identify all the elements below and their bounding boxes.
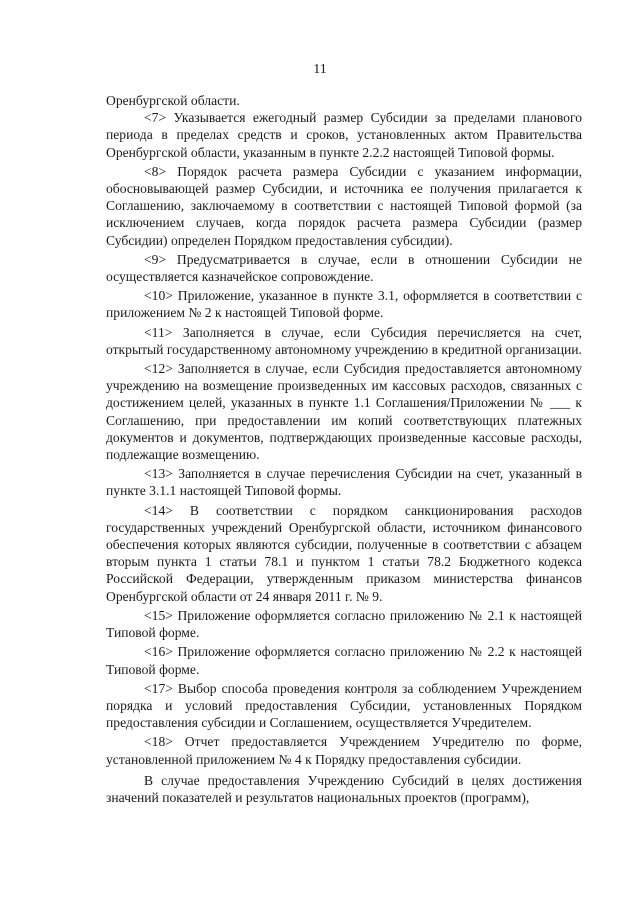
page-number: 11 <box>313 62 327 77</box>
footnote-12: <12> Заполняется в случае, если Субсидия предоставляется автономному учреждению на возмещение произведенных им кассовых расходов, связанных с достижением целей, указанных в пункте 1.1 Соглашения/Приложении № ___ к Соглашению, при предоставлении им копий соответствующих платежных документов и документов, подтверждающих произведенные кассовые расходы, подлежащие возмещению. <box>106 361 582 463</box>
footnote-17: <17> Выбор способа проведения контроля за соблюдением Учреждением порядка и условий предоставления Субсидии, установленных Порядком предоставления субсидии и Соглашением, осуществляется Учредителем. <box>106 680 582 731</box>
footnote-13: <13> Заполняется в случае перечисления Субсидии на счет, указанный в пункте 3.1.1 настоящей Типовой формы. <box>106 466 582 499</box>
paragraph-continuation: Оренбургской области. <box>106 93 240 108</box>
paragraph-final: В случае предоставления Учреждению Субсидий в целях достижения значений показателей и результатов национальных проектов (программ), <box>106 772 582 805</box>
footnote-7: <7> Указывается ежегодный размер Субсидии за пределами планового периода в пределах средств и сроков, установленных актом Правительства Оренбургской области, указанным в пункте 2.2.2 настоящей Типовой формы. <box>106 110 582 160</box>
footnote-18: <18> Отчет предоставляется Учреждением Учредителю по форме, установленной приложением № 4 к Порядку предоставления субсидии. <box>106 734 582 767</box>
footnote-9: <9> Предусматривается в случае, если в отношении Субсидии не осуществляется казначейское сопровождение. <box>106 251 582 285</box>
footnote-11: <11> Заполняется в случае, если Субсидия перечисляется на счет, открытый государственному автономному учреждению в кредитной организации. <box>106 324 582 357</box>
document-body <box>106 92 582 808</box>
footnote-14: <14> В соответствии с порядком санкционирования расходов государственных учреждений Оренбургской области, источником финансового обеспечения которых являются субсидии, полученные в соответствии с абзацем вторым пункта 1 статьи 78.1 и пунктом 1 статьи 78.2 Бюджетного кодекса Российской Федерации, утвержденным приказом министерства финансов Оренбургской области от 24 января 2011 г. № 9. <box>106 502 582 604</box>
footnote-16: <16> Приложение оформляется согласно приложению № 2.2 к настоящей Типовой форме. <box>106 644 582 677</box>
footnote-10: <10> Приложение, указанное в пункте 3.1, оформляется в соответствии с приложением № 2 к настоящей Типовой форме. <box>106 288 582 321</box>
footnote-15: <15> Приложение оформляется согласно приложению № 2.1 к настоящей Типовой форме. <box>106 607 582 641</box>
footnote-8: <8> Порядок расчета размера Субсидии с указанием информации, обосновывающей размер Субсидии, и источника ее получения прилагается к Соглашению, заключаемому в соответствии с настоящей Типовой формой (за исключением случаев, когда порядок расчета размера Субсидии (размер Субсидии) определен Порядком предоставления субсидии). <box>106 163 582 248</box>
